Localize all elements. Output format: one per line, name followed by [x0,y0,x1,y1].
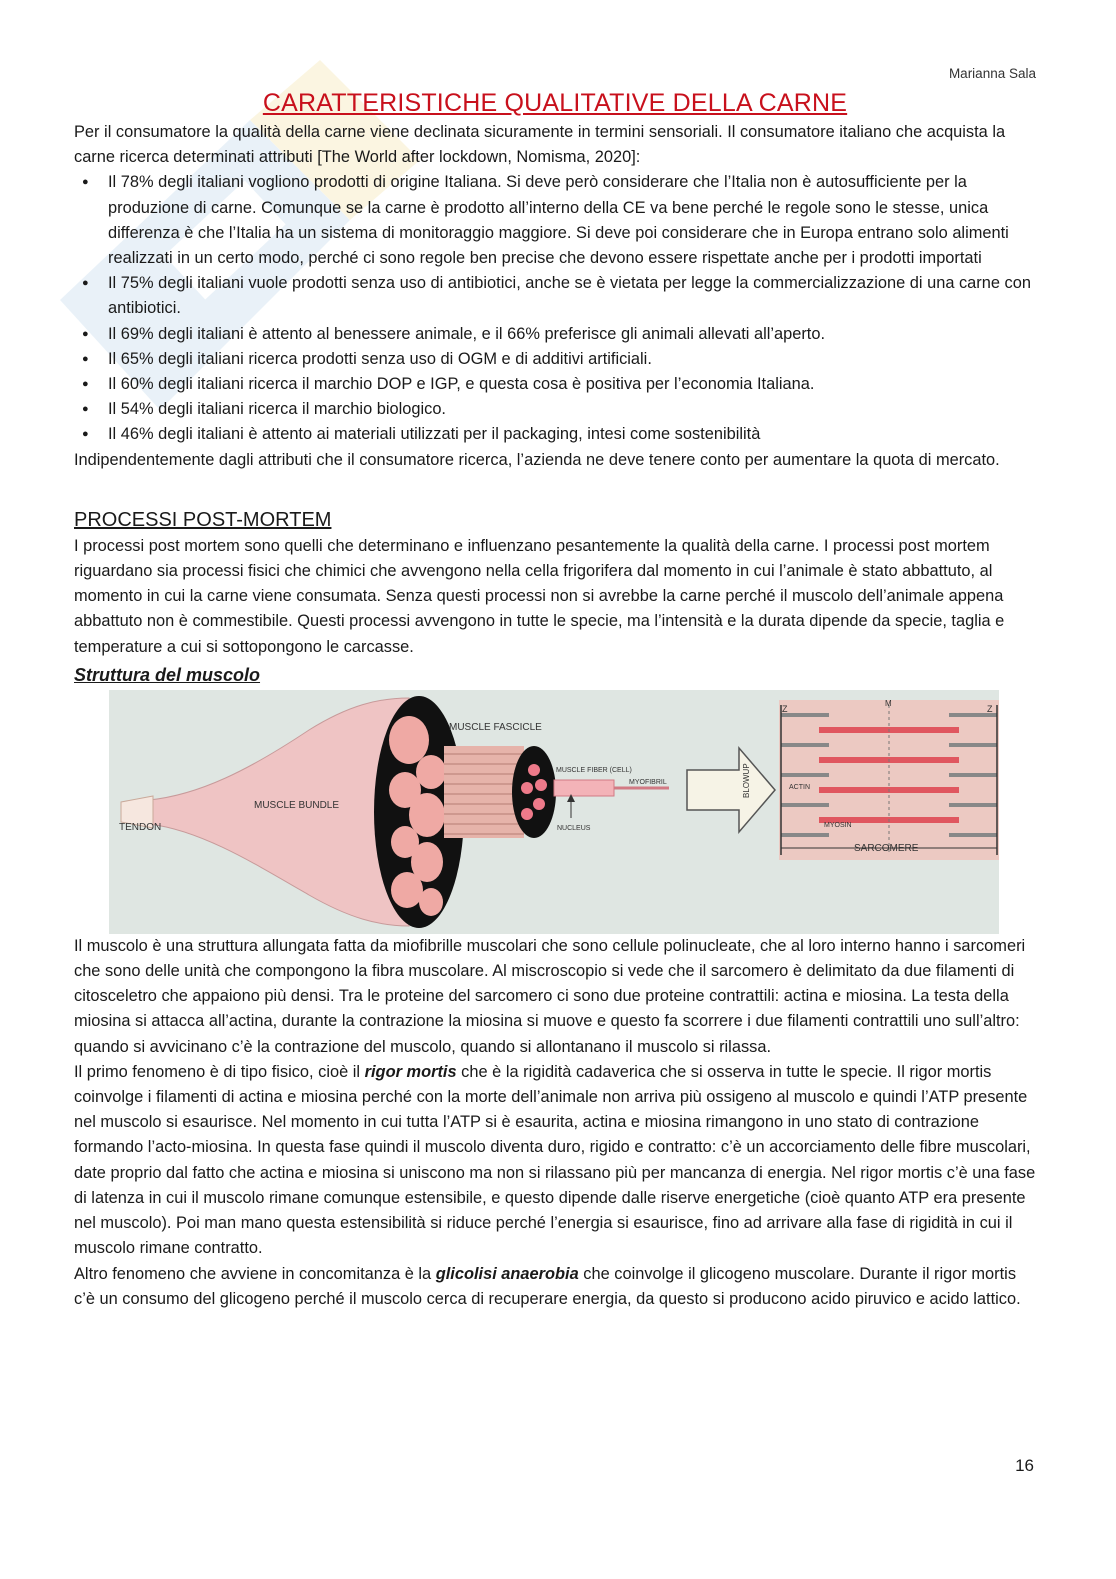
label-bundle: MUSCLE BUNDLE [254,799,340,811]
muscle-structure-figure [109,690,999,934]
label-tendon: TENDON [119,821,162,833]
text-run: che coinvolge il glicogeno muscolare. Durante il rigor mortis c’è un consumo del glicogeno perché il muscolo cerca di recuperare energia, da questo si producono acido piruvico e acido lattico. [74,1264,1021,1308]
label-z-right: Z [987,703,993,714]
subsection-heading: Struttura del muscolo [74,664,261,685]
page-number: 16 [1015,1456,1034,1475]
label-actin: ACTIN [789,783,810,791]
body-paragraph-1: Il muscolo è una struttura allungata fatta da miofibrille muscolari che sono cellule polinucleate, che al loro interno hanno i sarcomeri che sono delle unità che compongono la fibra muscolare. Al miscroscopio si vede che il sarcomero è delimitato da due filamenti di citosceletro che appaiono più densi. Tra le proteine del sarcomero ci sono due proteine contrattili: actina e miosina. La testa della miosina si attacca all’actina, durante la contrazione la miosina si muove e questo fa scorrere i due filamenti contrattili uno sull’altro: quando si avvicinano c’è la contrazione del muscolo, quando si allontanano il muscolo si rilassa. [74,936,1026,1056]
body-paragraph-2 [74,1060,1036,1262]
section-paragraph: I processi post mortem sono quelli che determinano e influenzano pesantemente la qualità della carne. I processi post mortem riguardano sia processi fisici che chimici che avvengono nella cella frigorifera dal momento in cui l’animale è stato abbattuto, al momento in cui la carne viene consumata. Senza questi processi non si avrebbe la carne perché il muscolo dell’animale appena abbattuto non è commestibile. Questi processi avvengono in tutte le specie, ma l’intensità e la durata dipende da specie, taglia e temperature a cui si sottopongono le carcasse. [74,536,1005,656]
list-item: ● Il 65% degli italiani ricerca prodotti senza uso di OGM e di additivi artificiali. [108,347,1036,372]
body-paragraph-3 [74,1262,1036,1312]
term-rigor-mortis: rigor mortis [364,1062,457,1081]
list-item: ● Il 78% degli italiani vogliono prodotti di origine Italiana. Si deve però considerare che l’Italia non è autosufficiente per la produzione di carne. Comunque se la carne è prodotto all’interno della CE va bene perché le regole sono le stesse, unica differenza è che l’Italia ha un sistema di monitoraggio maggiore. Si deve poi considerare che in Europa entrano solo alimenti realizzati in un certo modo, perché ci sono regole ben precise che devono essere rispettate anche per i prodotti importati [108,170,1036,271]
attribute-list [74,170,1036,447]
list-item: ● Il 69% degli italiani è attento al benessere animale, e il 66% preferisce gli animali allevati all’aperto. [108,322,1036,347]
label-fascicle: MUSCLE FASCICLE [449,721,542,733]
list-item: ● Il 54% degli italiani ricerca il marchio biologico. [108,397,1036,422]
author-name: Marianna Sala [948,66,1036,81]
label-sarcomere: SARCOMERE [854,842,919,854]
text-run: che è la rigidità cadaverica che si osserva in tutte le specie. Il rigor mortis coinvolge i filamenti di actina e miosina perché con la morte dell’animale non arriva più ossigeno al muscolo e quindi l’ATP presente nel muscolo si esaurisce. Nel momento in cui tutta l’ATP si è esaurita, actina e miosina rimangono in uno stato di contrazione formando l’acto-miosina. In questa fase quindi il muscolo diventa duro, rigido e contratto: c’è un accorciamento delle fibre muscolari, date proprio dal fatto che actina e miosina si uniscono ma non si rilassano più per mancanza di energia. Nel rigor mortis c’è una fase di latenza in cui il muscolo rimane comunque estensibile, e questo dipende dalle riserve energetiche (cioè quanto ATP era presente nel muscolo). Poi man mano questa estensibilità si riduce perché l’energia si esaurisce, fino ad arrivare alla fase di rigidità in cui il muscolo rimane contratto. [74,1062,1036,1258]
label-fiber: MUSCLE FIBER (CELL) [556,766,632,774]
label-blowup: BLOWUP [742,763,751,798]
term-glicolisi: glicolisi anaerobia [435,1264,579,1283]
list-item: ● Il 60% degli italiani ricerca il marchio DOP e IGP, e questa cosa è positiva per l’economia Italiana. [108,372,1036,397]
intro-paragraph: Per il consumatore la qualità della carne viene declinata sicuramente in termini sensoriali. Il consumatore italiano che acquista la carne ricerca determinati attributi [The World after lockdown, Nomisma, 2020]: [74,123,1006,167]
muscle-diagram [109,690,999,934]
label-m-line: M [885,698,892,708]
page-content [74,86,1036,1312]
section-heading: PROCESSI POST-MORTEM [74,508,332,531]
text-run: Altro fenomeno che avviene in concomitanza è la [74,1264,436,1283]
label-myofibril: MYOFIBRIL [629,778,667,786]
list-item: ● Il 75% degli italiani vuole prodotti senza uso di antibiotici, anche se è vietata per legge la commercializzazione di una carne con antibiotici. [108,271,1036,321]
label-myosin: MYOSIN [824,821,852,829]
list-item: ● Il 46% degli italiani è attento ai materiali utilizzati per il packaging, intesi come sostenibilità [108,422,1036,447]
text-run: Il primo fenomeno è di tipo fisico, cioè il [74,1062,365,1081]
outro-paragraph: Indipendentemente dagli attributi che il consumatore ricerca, l’azienda ne deve tenere conto per aumentare la quota di mercato. [74,450,1000,469]
label-nucleus: NUCLEUS [557,824,591,832]
page-title: CARATTERISTICHE QUALITATIVE DELLA CARNE [262,89,848,117]
label-z-left: Z [782,703,788,714]
